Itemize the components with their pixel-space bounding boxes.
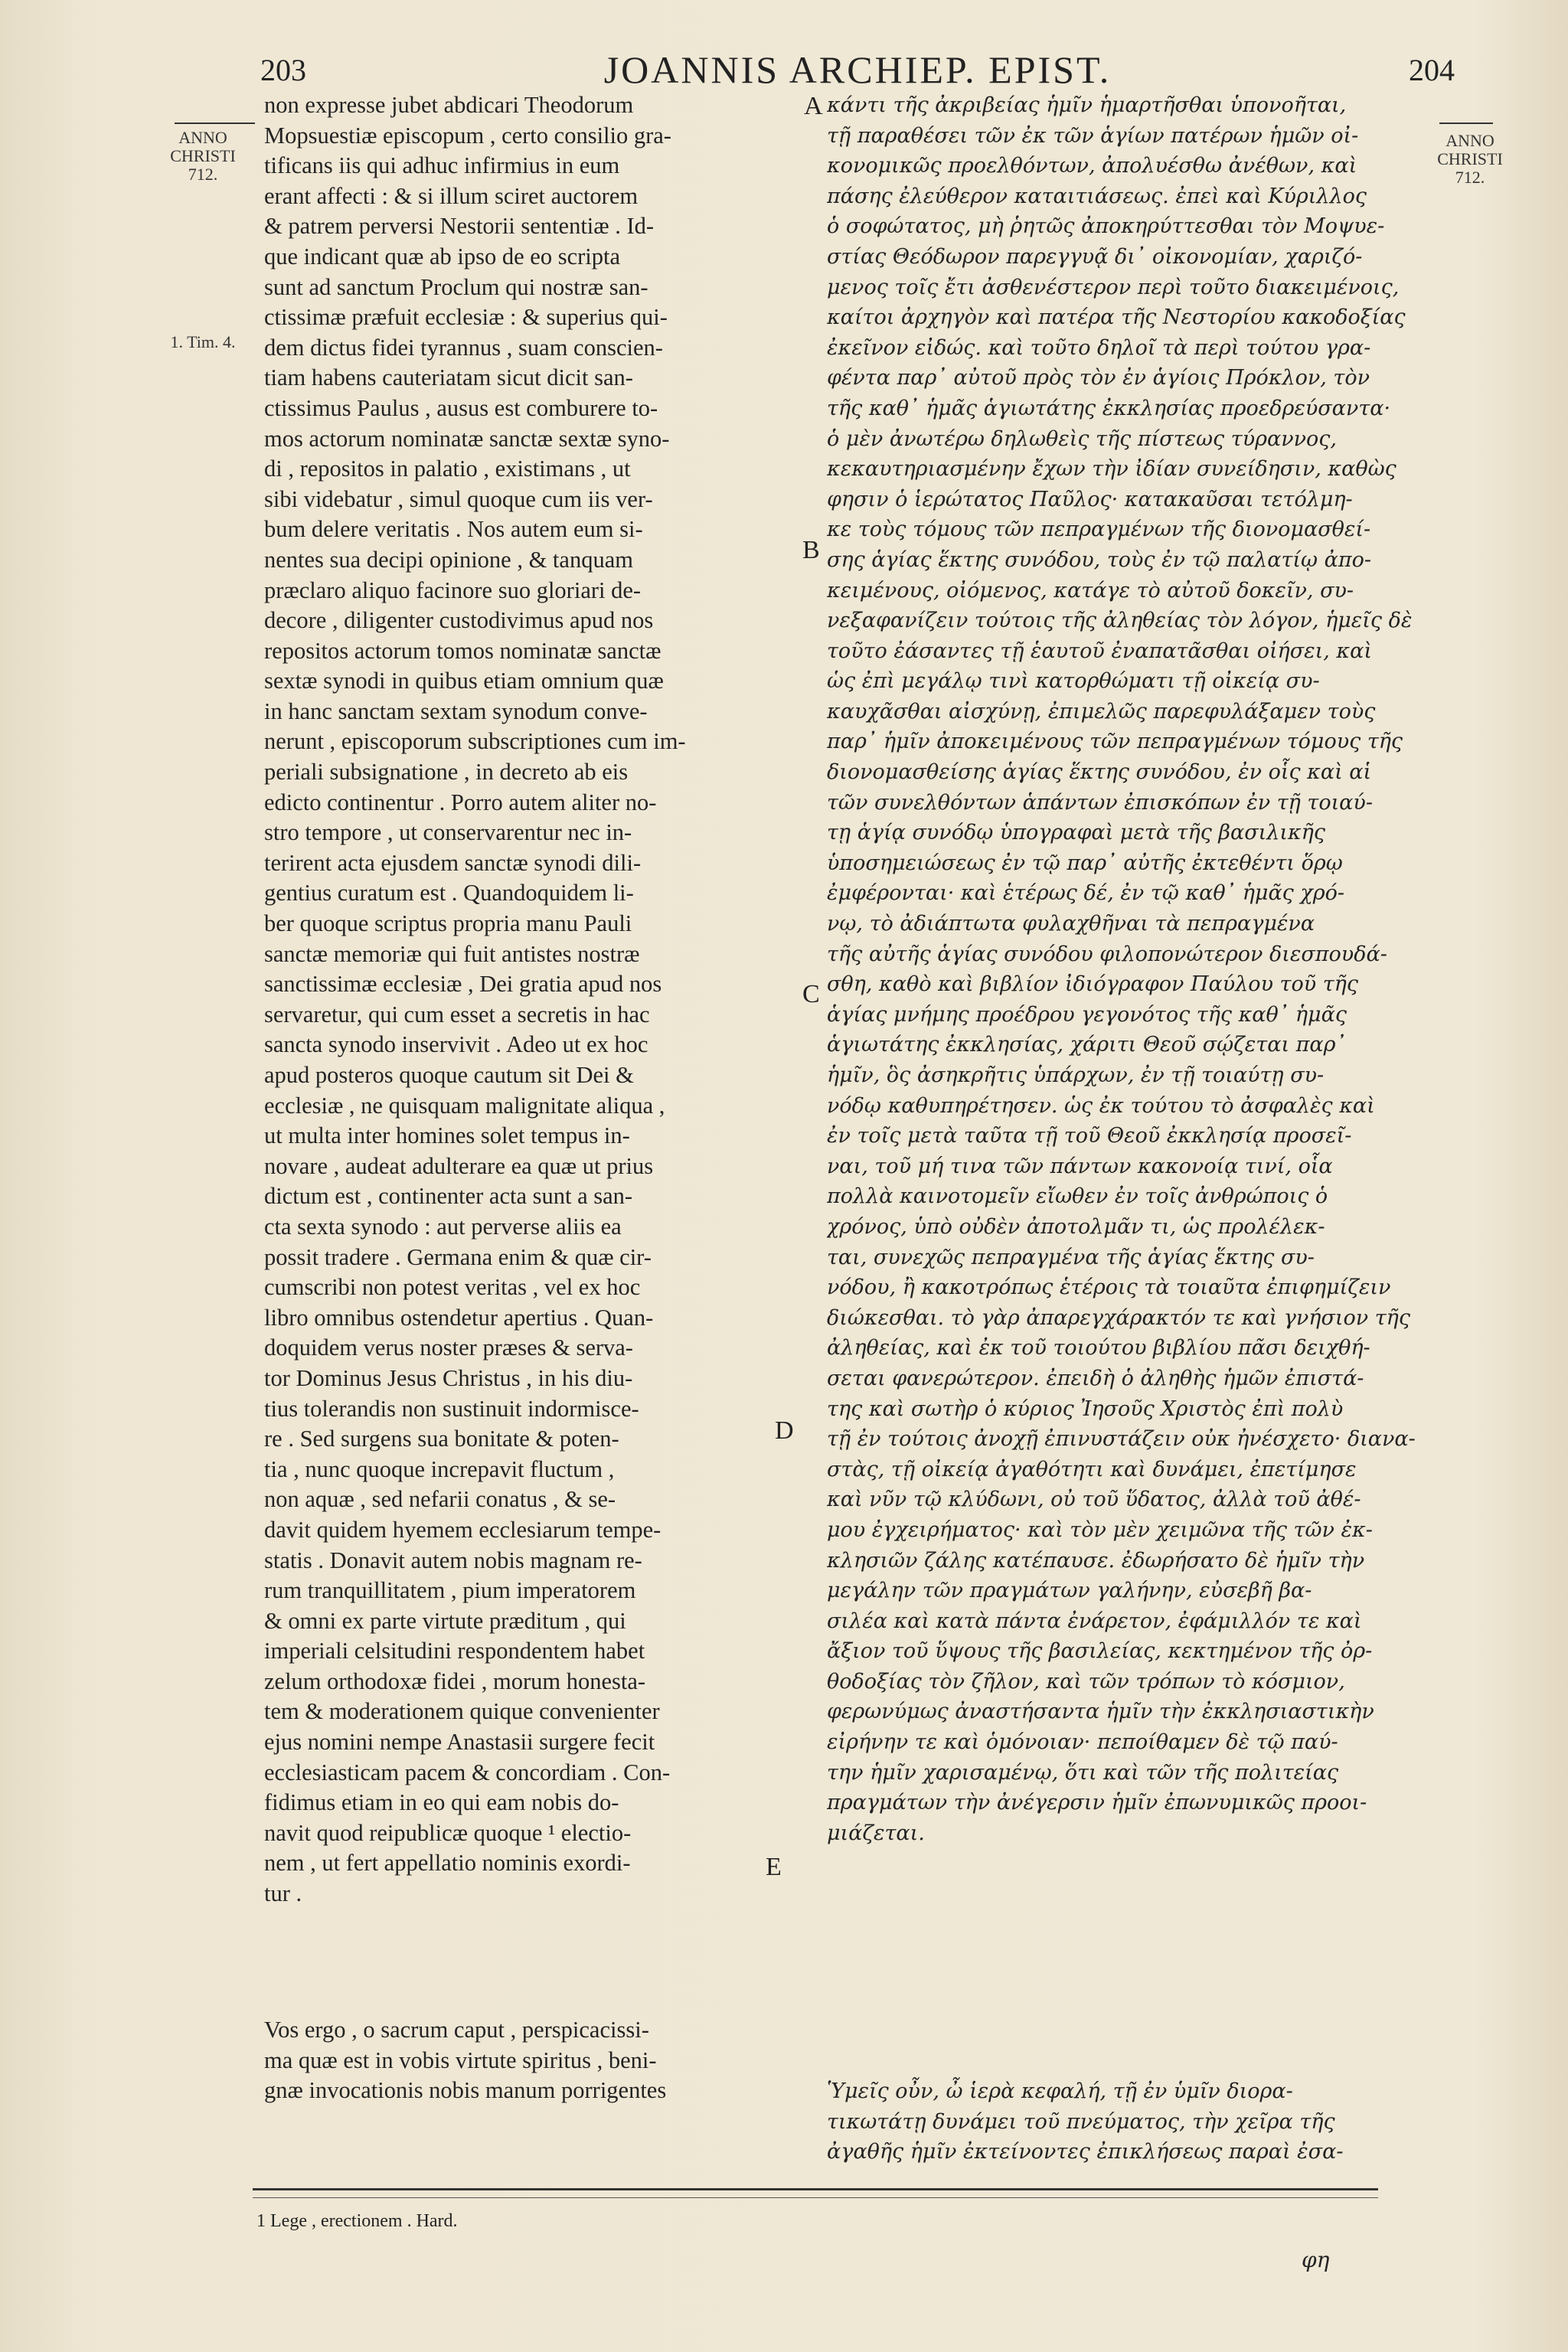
latin-text-line: nentes sua decipi opinione , & tanquam: [264, 546, 633, 573]
latin-text-line: cumscribi non potest veritas , vel ex hoc: [264, 1274, 641, 1301]
section-letter-a: A: [804, 92, 823, 120]
latin-text-line: ecclesiasticam pacem & concordiam . Con-: [264, 1759, 671, 1785]
latin-text-line: sextæ synodi in quibus etiam omnium quæ: [264, 668, 664, 694]
greek-text-line: τῆς αὐτῆς ἁγίας συνόδου φιλοπονώτερον διεσπουδά-: [827, 942, 1387, 966]
greek-text-line: νόδῳ καθυπηρέτησεν. ὡς ἐκ τούτου τὸ ἀσφαλὲς καὶ: [827, 1093, 1375, 1118]
latin-text-line: tia , nunc quoque increpavit fluctum ,: [264, 1455, 615, 1482]
greek-text-line: στὰς, τῇ οἰκείᾳ ἀγαθότητι καὶ δυνάμει, ἐπετίμησε: [827, 1457, 1357, 1481]
greek-text-line: ἀληθείας, καὶ ἐκ τοῦ τοιούτου βιβλίου πᾶσι δειχθή-: [827, 1336, 1370, 1361]
greek-text-line: πάσης ἐλεύθερον καταιτιάσεως. ἐπεὶ καὶ Κύριλλος: [827, 184, 1367, 208]
latin-text-line: rum tranquillitatem , pium imperatorem: [264, 1577, 636, 1604]
greek-text-line: νεξαφανίζειν τούτοις τῆς ἀληθείας τὸν λόγον, ἡμεῖς δὲ: [827, 609, 1413, 633]
latin-closing-paragraph: [264, 2015, 792, 2106]
section-letter-b: B: [802, 536, 820, 564]
greek-text-line: στίας Θεόδωρον παρεγγυᾷ δι᾽ οἰκονομίαν, χαριζό-: [827, 244, 1363, 269]
greek-text-line: ὑποσημειώσεως ἐν τῷ παρ᾽ αὐτῆς ἐκτεθέντι ὅρῳ: [827, 851, 1343, 875]
latin-text-line: sunt ad sanctum Proclum qui nostræ san-: [264, 273, 648, 300]
section-letter-c: C: [802, 980, 820, 1008]
latin-text-line: edicto continentur . Porro autem aliter no-: [264, 789, 657, 815]
greek-text-line: ἁγιωτάτης ἐκκλησίας, χάριτι Θεοῦ σῴζεται παρ᾽: [827, 1033, 1346, 1057]
margin-scripture-ref: 1. Tim. 4.: [170, 332, 236, 351]
latin-text-line: novare , audeat adulterare ea quæ ut prius: [264, 1152, 654, 1179]
greek-text-line: κονομικῶς προελθόντων, ἀπολυέσθω ἀνέθων, καὶ: [827, 154, 1357, 178]
greek-closing-line: ἀγαθῆς ἡμῖν ἐκτείνοντες ἐπικλήσεως παραὶ ἐσα-: [827, 2140, 1344, 2164]
greek-text-line: νῳ, τὸ ἀδιάπτωτα φυλαχθῆναι τὰ πεπραγμένα: [827, 912, 1315, 936]
greek-text-line: τῇ παραθέσει τῶν ἐκ τῶν ἁγίων πατέρων ἡμῶν οἰ-: [827, 123, 1359, 148]
greek-text-line: ἐμφέρονται· καὶ ἑτέρως δέ, ἐν τῷ καθ᾽ ἡμᾶς χρό-: [827, 881, 1344, 906]
latin-text-line: dictum est , continenter acta sunt a san-: [264, 1183, 633, 1210]
latin-text-line: davit quidem hyemem ecclesiarum tempe-: [264, 1516, 662, 1543]
latin-text-line: & patrem perversi Nestorii sententiæ . Id-: [264, 213, 655, 240]
footer-rule: [253, 2188, 1378, 2190]
latin-text-line: tificans iis qui adhuc infirmius in eum: [264, 152, 620, 179]
catchword: φη: [1302, 2247, 1330, 2272]
greek-text-line: χρόνος, ὑπὸ οὐδὲν ἀποτολμᾶν τι, ὡς προλέλεκ-: [827, 1214, 1325, 1239]
latin-text-line: dem dictus fidei tyrannus , suam conscien-: [264, 334, 663, 361]
greek-text-line: σθη, καθὸ καὶ βιβλίον ἰδιόγραφον Παύλου τοῦ τῆς: [827, 972, 1358, 997]
greek-text-line: καίτοι ἀρχηγὸν καὶ πατέρα τῆς Νεστορίου κακοδοξίας: [827, 305, 1406, 330]
greek-text-line: εἰρήνην τε καὶ ὁμόνοιαν· πεποίθαμεν δὲ τῷ παύ-: [827, 1730, 1338, 1755]
latin-text-line: nerunt , episcoporum subscriptiones cum im-: [264, 728, 686, 755]
latin-text-line: nem , ut fert appellatio nominis exordi-: [264, 1850, 631, 1877]
latin-text-line: præclaro aliquo facinore suo gloriari de-: [264, 577, 642, 603]
greek-text-line: μενος τοῖς ἔτι ἀσθενέστερον περὶ τοῦτο διακειμένοις,: [827, 275, 1400, 299]
latin-text-line: Mopsuestiæ episcopum , certo consilio gra-: [264, 122, 671, 149]
latin-text-line: bum delere veritatis . Nos autem eum si-: [264, 516, 643, 543]
greek-text-line: κάντι τῆς ἀκριβείας ἡμῖν ἡμαρτῆσθαι ὑπονοῆται,: [827, 93, 1347, 117]
greek-text-line: ἄξιον τοῦ ὕψους τῆς βασιλείας, κεκτημένον τῆς ὀρ-: [827, 1639, 1373, 1664]
latin-text-line: decore , diligenter custodivimus apud nos: [264, 607, 654, 634]
greek-text-line: ὁ σοφώτατος, μὴ ῥητῶς ἀποκηρύττεσθαι τὸν Μοψυε-: [827, 214, 1385, 239]
latin-text-line: servaretur, qui cum esset a secretis in hac: [264, 1001, 650, 1027]
running-title: JOANNIS ARCHIEP. EPIST.: [603, 48, 1112, 91]
greek-closing-line: Ὑμεῖς οὖν, ὦ ἱερὰ κεφαλή, τῇ ἐν ὑμῖν διορα-: [827, 2079, 1293, 2103]
latin-text-line: di , repositos in palatio , existimans , ut: [264, 456, 631, 482]
latin-text-line: erant affecti : & si illum sciret auctorem: [264, 182, 639, 209]
latin-text-line: ber quoque scriptus propria manu Pauli: [264, 910, 632, 937]
latin-text-line: apud posteros quoque cautum sit Dei &: [264, 1062, 634, 1088]
greek-text-line: τοῦτο ἐάσαντες τῇ ἑαυτοῦ ἐναπατᾶσθαι οἰήσει, καὶ: [827, 639, 1372, 663]
latin-text-line: imperiali celsitudini respondentem habet: [264, 1638, 645, 1664]
latin-text-line: non expresse jubet abdicari Theodorum: [264, 92, 634, 118]
page-number-left: 203: [260, 53, 306, 87]
latin-text-line: ctissimæ præfuit ecclesiæ : & superius qui-: [264, 304, 668, 331]
margin-christi-right: CHRISTI: [1437, 149, 1503, 168]
greek-text-line: κειμένους, οἰόμενος, κατάγε τὸ αὐτοῦ δοκεῖν, συ-: [827, 578, 1354, 603]
latin-text-line: ecclesiæ , ne quisquam malignitate aliqua ,: [264, 1092, 665, 1119]
greek-text-line: νόδου, ἢ κακοτρόπως ἑτέροις τὰ τοιαῦτα ἐπιφημίζειν: [827, 1276, 1391, 1300]
greek-text-line: ἐν τοῖς μετὰ ταῦτα τῇ τοῦ Θεοῦ ἐκκλησίᾳ προσεῖ-: [827, 1124, 1352, 1148]
latin-text-line: ejus nomini nempe Anastasii surgere fecit: [264, 1729, 655, 1756]
greek-text-line: καυχᾶσθαι αἰσχύνῃ, ἐπιμελῶς παρεφυλάξαμεν τοὺς: [827, 699, 1376, 724]
latin-text-line: tur .: [264, 1880, 302, 1907]
greek-text-line: τῃ ἁγίᾳ συνόδῳ ὑπογραφαὶ μετὰ τῆς βασιλικῆς: [827, 821, 1325, 845]
latin-text-line: tiam habens cauteriatam sicut dicit san-: [264, 364, 633, 391]
latin-closing-line: gnæ invocationis nobis manum porrigentes: [264, 2077, 667, 2104]
greek-text-line: ὁ μὲν ἀνωτέρω δηλωθεὶς τῆς πίστεως τύραννος,: [827, 426, 1337, 451]
greek-text-line: πραγμάτων τὴν ἀνέγερσιν ἡμῖν ἐπωνυμικῶς προοι-: [827, 1791, 1367, 1815]
latin-text-line: que indicant quæ ab ipso de eo scripta: [264, 243, 621, 270]
latin-text-line: mos actorum nominatæ sanctæ sextæ syno-: [264, 425, 670, 452]
latin-text-line: statis . Donavit autem nobis magnam re-: [264, 1547, 642, 1573]
greek-text-line: φερωνύμως ἀναστήσαντα ἡμῖν τὴν ἐκκλησιαστικὴν: [827, 1700, 1374, 1724]
latin-text-line: periali subsignatione , in decreto ab eis: [264, 759, 629, 786]
greek-text-line: διονομασθείσης ἁγίας ἕκτης συνόδου, ἐν οἷς καὶ αἱ: [827, 760, 1372, 785]
greek-text-line: ὡς ἐπὶ μεγάλῳ τινὶ κατορθώματι τῇ οἰκείᾳ συ-: [827, 669, 1320, 694]
greek-text-line: κε τοὺς τόμους τῶν πεπραγμένων τῆς διονομασθεί-: [827, 518, 1371, 542]
greek-text-line: παρ᾽ ἡμῖν ἀποκειμένους τῶν πεπραγμένων τόμους τῆς: [827, 730, 1403, 754]
greek-text-line: σεται φανερώτερον. ἐπειδὴ ὁ ἀληθὴς ἡμῶν ἐπιστά-: [827, 1366, 1364, 1390]
greek-text-line: τῶν συνελθόντων ἁπάντων ἐπισκόπων ἐν τῇ τοιαύ-: [827, 790, 1373, 815]
latin-text-line: libro omnibus ostendetur apertius . Quan-: [264, 1304, 654, 1331]
latin-text-line: possit tradere . Germana enim & quæ cir-: [264, 1243, 652, 1270]
margin-christi: CHRISTI: [170, 146, 236, 165]
latin-text-line: & omni ex parte virtute præditum , qui: [264, 1607, 626, 1634]
page-number-right: 204: [1409, 53, 1455, 87]
latin-text-line: repositos actorum tomos nominatæ sanctæ: [264, 637, 662, 664]
greek-text-line: ἁγίας μνήμης προέδρου γεγονότος τῆς καθ᾽ ἡμᾶς: [827, 1002, 1347, 1027]
latin-text-line: gentius curatum est . Quandoquidem li-: [264, 880, 634, 906]
latin-text-line: terirent acta ejusdem sanctæ synodi dili-: [264, 849, 642, 876]
greek-text-line: φέντα παρ᾽ αὐτοῦ πρὸς τὸν ἐν ἁγίοις Πρόκλον, τὸν: [827, 366, 1370, 390]
greek-text-line: πολλὰ καινοτομεῖν εἴωθεν ἐν τοῖς ἀνθρώποις ὁ: [827, 1184, 1328, 1209]
greek-column: [827, 90, 1439, 1848]
margin-rule-right: [1439, 122, 1493, 124]
latin-text-line: sanctissimæ ecclesiæ , Dei gratia apud nos: [264, 971, 662, 998]
greek-text-line: μιάζεται.: [827, 1821, 925, 1845]
latin-text-line: navit quod reipublicæ quoque ¹ electio-: [264, 1819, 632, 1846]
latin-closing-line: ma quæ est in vobis virtute spiritus , beni-: [264, 2047, 657, 2073]
margin-note-left: [153, 129, 253, 184]
latin-text-line: sanctæ memoriæ qui fuit antistes nostræ: [264, 940, 640, 967]
greek-text-line: ναι, τοῦ μή τινα τῶν πάντων κακονοίᾳ τινί, οἷα: [827, 1154, 1333, 1178]
latin-column: [264, 90, 792, 1909]
latin-text-line: fidimus etiam in eo qui eam nobis do-: [264, 1789, 619, 1816]
latin-text-line: doquidem verus noster præses & serva-: [264, 1334, 633, 1361]
greek-text-line: μου ἐγχειρήματος· καὶ τὸν μὲν χειμῶνα τῆς τῶν ἐκ-: [827, 1517, 1373, 1542]
greek-text-line: ἡμῖν, ὃς ἀσηκρῆτις ὑπάρχων, ἐν τῇ τοιαύτῃ συ-: [827, 1063, 1325, 1087]
latin-text-line: cta sexta synodo : aut perverse aliis ea: [264, 1213, 622, 1240]
greek-text-line: την ἡμῖν χαρισαμένῳ, ὅτι καὶ τῶν τῆς πολιτείας: [827, 1760, 1339, 1785]
latin-closing-line: Vos ergo , o sacrum caput , perspicacissi-: [264, 2017, 649, 2043]
section-letter-e: E: [766, 1853, 782, 1881]
greek-text-line: τῇ ἐν τούτοις ἀνοχῇ ἐπινυστάζειν οὐκ ἠνέσχετο· διανα-: [827, 1427, 1416, 1452]
greek-text-line: κεκαυτηριασμένην ἔχων τὴν ἰδίαν συνείδησιν, καθὼς: [827, 457, 1396, 482]
latin-text-line: ut multa inter homines solet tempus in-: [264, 1122, 630, 1149]
margin-rule-left: [175, 122, 255, 124]
margin-anno-right: ANNO: [1446, 131, 1494, 150]
margin-note-right: [1432, 132, 1508, 187]
greek-text-line: ται, συνεχῶς πεπραγμένα τῆς ἁγίας ἕκτης συ-: [827, 1245, 1315, 1269]
latin-text-line: ctissimus Paulus , ausus est comburere to-: [264, 394, 658, 421]
greek-text-line: διώκεσθαι. τὸ γὰρ ἀπαρεγχάρακτόν τε καὶ γνήσιον τῆς: [827, 1305, 1410, 1330]
greek-text-line: καὶ νῦν τῷ κλύδωνι, οὐ τοῦ ὕδατος, ἀλλὰ τοῦ ἀθέ-: [827, 1488, 1361, 1512]
latin-text-line: in hanc sanctam sextam synodum conve-: [264, 697, 648, 724]
margin-anno: ANNO: [178, 128, 227, 147]
latin-text-line: sancta synodo inservivit . Adeo ut ex hoc: [264, 1031, 648, 1058]
latin-text-line: stro tempore , ut conservarentur nec in-: [264, 819, 632, 846]
greek-closing-line: τικωτάτῃ δυνάμει τοῦ πνεύματος, τὴν χεῖρα τῆς: [827, 2109, 1335, 2134]
greek-text-line: κλησιῶν ζάλης κατέπαυσε. ἐδωρήσατο δὲ ἡμῖν τὴν: [827, 1548, 1365, 1573]
greek-text-line: σιλέα καὶ κατὰ πάντα ἐνάρετον, ἐφάμιλλόν τε καὶ: [827, 1609, 1362, 1633]
latin-text-line: re . Sed surgens sua bonitate & poten-: [264, 1426, 619, 1452]
greek-text-line: της καὶ σωτὴρ ὁ κύριος Ἰησοῦς Χριστὸς ἐπὶ πολὺ: [827, 1396, 1344, 1421]
margin-year-right: 712.: [1455, 168, 1485, 187]
latin-text-line: non aquæ , sed nefarii conatus , & se-: [264, 1486, 616, 1513]
greek-text-line: φησιν ὁ ἱερώτατος Παῦλος· κατακαῦσαι τετόλμη-: [827, 487, 1353, 511]
latin-text-line: tius tolerandis non sustinuit indormisce-: [264, 1395, 639, 1422]
latin-text-line: tem & moderationem quique convenienter: [264, 1698, 660, 1725]
greek-text-line: τῆς καθ᾽ ἡμᾶς ἁγιωτάτης ἐκκλησίας προεδρεύσαντα·: [827, 396, 1391, 420]
footnote: 1 Lege , erectionem . Hard.: [256, 2211, 458, 2231]
section-letter-d: D: [775, 1416, 794, 1445]
greek-text-line: θοδοξίας τὸν ζῆλον, καὶ τῶν τρόπων τὸ κόσμιον,: [827, 1669, 1345, 1694]
greek-closing-paragraph: [827, 2076, 1439, 2167]
margin-year: 712.: [188, 165, 218, 184]
latin-text-line: tor Dominus Jesus Christus , in his diu-: [264, 1364, 633, 1391]
greek-text-line: ἐκεῖνον εἰδώς. καὶ τοῦτο δηλοῖ τὰ περὶ τούτου γρα-: [827, 335, 1371, 360]
latin-text-line: sibi videbatur , simul quoque cum iis ver-: [264, 485, 653, 512]
latin-text-line: zelum orthodoxæ fidei , morum honesta-: [264, 1668, 646, 1694]
footer-rule-thin: [253, 2197, 1378, 2198]
greek-text-line: σης ἁγίας ἕκτης συνόδου, τοὺς ἐν τῷ παλατίῳ ἀπο-: [827, 547, 1371, 572]
greek-text-line: μεγάλην τῶν πραγμάτων γαλήνην, εὐσεβῆ βα-: [827, 1579, 1312, 1603]
